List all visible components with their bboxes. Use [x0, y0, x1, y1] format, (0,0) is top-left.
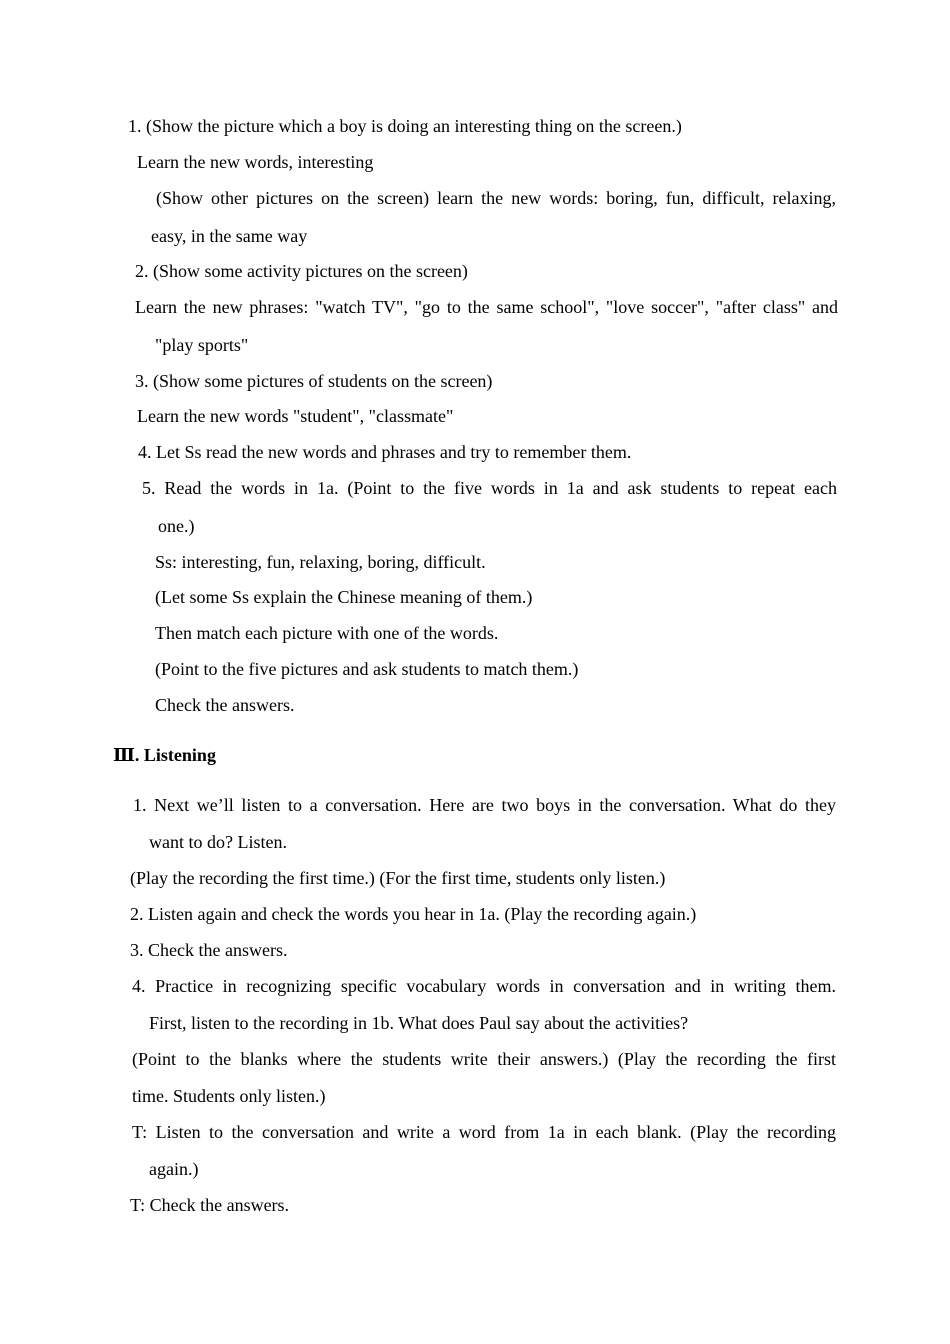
listening-play-first-time: (Play the recording the first time.) (For the first time, students only listen.)	[130, 868, 666, 888]
vocab-item-1-line: 1. (Show the picture which a boy is doing an interesting thing on the screen.)	[128, 116, 682, 136]
vocab-item-3-line: 3. (Show some pictures of students on the screen)	[135, 371, 493, 391]
listening-point-blanks-continuation: time. Students only listen.)	[132, 1086, 326, 1106]
vocab-item-5-continuation: one.)	[158, 516, 195, 536]
vocab-item-2-line: 2. (Show some activity pictures on the screen)	[135, 261, 468, 281]
vocab-explain-instruction: (Let some Ss explain the Chinese meaning of them.)	[155, 587, 533, 607]
listening-point-blanks: (Point to the blanks where the students write their answers.) (Play the recording the first	[132, 1049, 836, 1069]
vocab-item-1-other-pictures: (Show other pictures on the screen) learn the new words: boring, fun, difficult, relaxing,	[156, 188, 836, 208]
vocab-students-response: Ss: interesting, fun, relaxing, boring, difficult.	[155, 552, 486, 572]
vocab-item-1-instruction: Learn the new words, interesting	[137, 152, 374, 172]
listening-item-4-continuation: First, listen to the recording in 1b. What does Paul say about the activities?	[149, 1013, 689, 1033]
listening-teacher-instruction: T: Listen to the conversation and write a word from 1a in each blank. (Play the recording	[132, 1122, 836, 1142]
listening-teacher-check: T: Check the answers.	[130, 1195, 290, 1215]
listening-item-2-line: 2. Listen again and check the words you hear in 1a. (Play the recording again.)	[130, 904, 697, 924]
listening-heading: Ⅲ. Listening	[113, 745, 216, 765]
listening-item-1-line: 1. Next we’ll listen to a conversation. Here are two boys in the conversation. What do they	[133, 795, 836, 815]
vocab-item-2-continuation: "play sports"	[155, 335, 249, 355]
vocab-item-2-phrases: Learn the new phrases: "watch TV", "go to the same school", "love soccer", "after class" and	[135, 297, 838, 317]
listening-item-4-line: 4. Practice in recognizing specific vocabulary words in conversation and in writing them.	[132, 976, 836, 996]
vocab-item-3-words: Learn the new words "student", "classmate"	[137, 406, 454, 426]
listening-teacher-instruction-continuation: again.)	[149, 1159, 199, 1179]
listening-item-1-continuation: want to do? Listen.	[149, 832, 287, 852]
vocab-item-4-line: 4. Let Ss read the new words and phrases and try to remember them.	[138, 442, 632, 462]
vocab-check-answers: Check the answers.	[155, 695, 295, 715]
vocab-item-1-continuation: easy, in the same way	[151, 226, 308, 246]
vocab-item-5-line: 5. Read the words in 1a. (Point to the five words in 1a and ask students to repeat each	[142, 478, 837, 498]
vocab-point-instruction: (Point to the five pictures and ask students to match them.)	[155, 659, 579, 679]
listening-item-3-line: 3. Check the answers.	[130, 940, 288, 960]
vocab-match-instruction: Then match each picture with one of the words.	[155, 623, 499, 643]
